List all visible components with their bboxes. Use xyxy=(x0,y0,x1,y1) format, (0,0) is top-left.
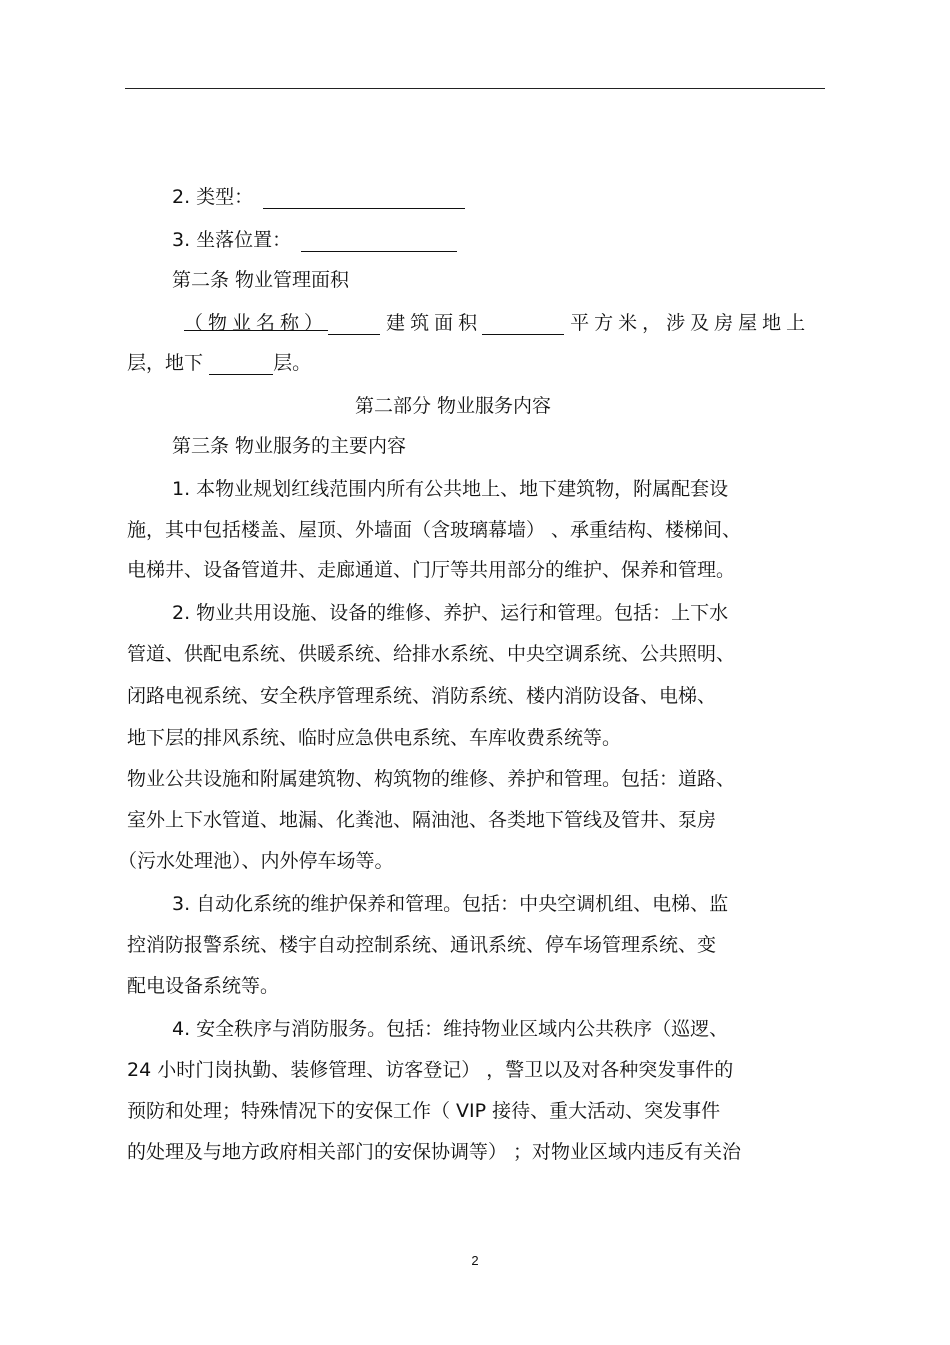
floors-suffix: 层。 xyxy=(273,352,312,374)
floors-blank xyxy=(209,354,273,375)
paragraph-line: 物业公共设施和附属建筑物、构筑物的维修、养护和管理。包括：道路、 xyxy=(127,768,736,790)
paragraph-line: 控消防报警系统、楼宇自动控制系统、通讯系统、停车场管理系统、变 xyxy=(127,934,717,956)
article-2-heading: 第二条 物业管理面积 xyxy=(172,269,350,291)
part-2-heading: 第二部分 物业服务内容 xyxy=(355,395,552,417)
area-label: 建筑面积 xyxy=(386,312,483,334)
paragraph-line: 施，其中包括楼盖、屋顶、外墙面（含玻璃幕墙） 、承重结构、楼梯间、 xyxy=(127,519,742,541)
paragraph-line: 电梯井、设备管道井、走廊通道、门厅等共用部分的维护、保养和管理。 xyxy=(127,559,736,581)
area-unit-text: 平方米，涉及房屋地上 xyxy=(570,312,811,334)
header-rule xyxy=(125,88,825,89)
area-blank xyxy=(482,314,564,335)
paragraph-line: 地下层的排风系统、临时应急供电系统、车库收费系统等。 xyxy=(127,727,622,749)
floors-label: 层，地下 xyxy=(127,352,204,374)
paragraph-line: 预防和处理；特殊情况下的安保工作（ VIP 接待、重大活动、突发事件 xyxy=(127,1100,721,1122)
paragraph-line: 室外上下水管道、地漏、化粪池、隔油池、各类地下管线及管井、泵房 xyxy=(127,809,717,831)
paragraph-line: 的处理及与地方政府相关部门的安保协调等） ；对物业区域内违反有关治 xyxy=(127,1141,742,1163)
paragraph-line: 管道、供配电系统、供暖系统、给排水系统、中央空调系统、公共照明、 xyxy=(127,643,736,665)
page-number: 2 xyxy=(471,1253,479,1268)
paragraph-line: 配电设备系统等。 xyxy=(127,975,280,997)
field-type-blank xyxy=(263,188,465,209)
field-location xyxy=(172,228,457,252)
field-type xyxy=(172,185,465,209)
paragraph-line: 闭路电视系统、安全秩序管理系统、消防系统、楼内消防设备、电梯、 xyxy=(127,685,717,707)
paragraph-line: 24 小时门岗执勤、装修管理、访客登记） ，警卫以及对各种突发事件的 xyxy=(127,1059,734,1081)
paragraph-line: 3. 自动化系统的维护保养和管理。包括：中央空调机组、电梯、监 xyxy=(172,893,729,915)
paragraph-line: 2. 物业共用设施、设备的维修、养护、运行和管理。包括：上下水 xyxy=(172,602,729,624)
field-location-label: 3. 坐落位置： xyxy=(172,229,292,251)
paragraph-line: 4. 安全秩序与消防服务。包括：维持物业区域内公共秩序（巡逻、 xyxy=(172,1018,729,1040)
field-type-label: 2. 类型： xyxy=(172,186,254,208)
paragraph-line: （污水处理池）、内外停车场等。 xyxy=(118,850,394,872)
floors-line xyxy=(127,351,311,375)
property-name-underline xyxy=(328,314,380,335)
field-location-blank xyxy=(301,231,457,252)
property-name-blank: （物业名称） xyxy=(184,312,329,334)
area-line xyxy=(184,311,810,335)
article-3-heading: 第三条 物业服务的主要内容 xyxy=(172,435,407,457)
paragraph-line: 1. 本物业规划红线范围内所有公共地上、地下建筑物，附属配套设 xyxy=(172,478,729,500)
